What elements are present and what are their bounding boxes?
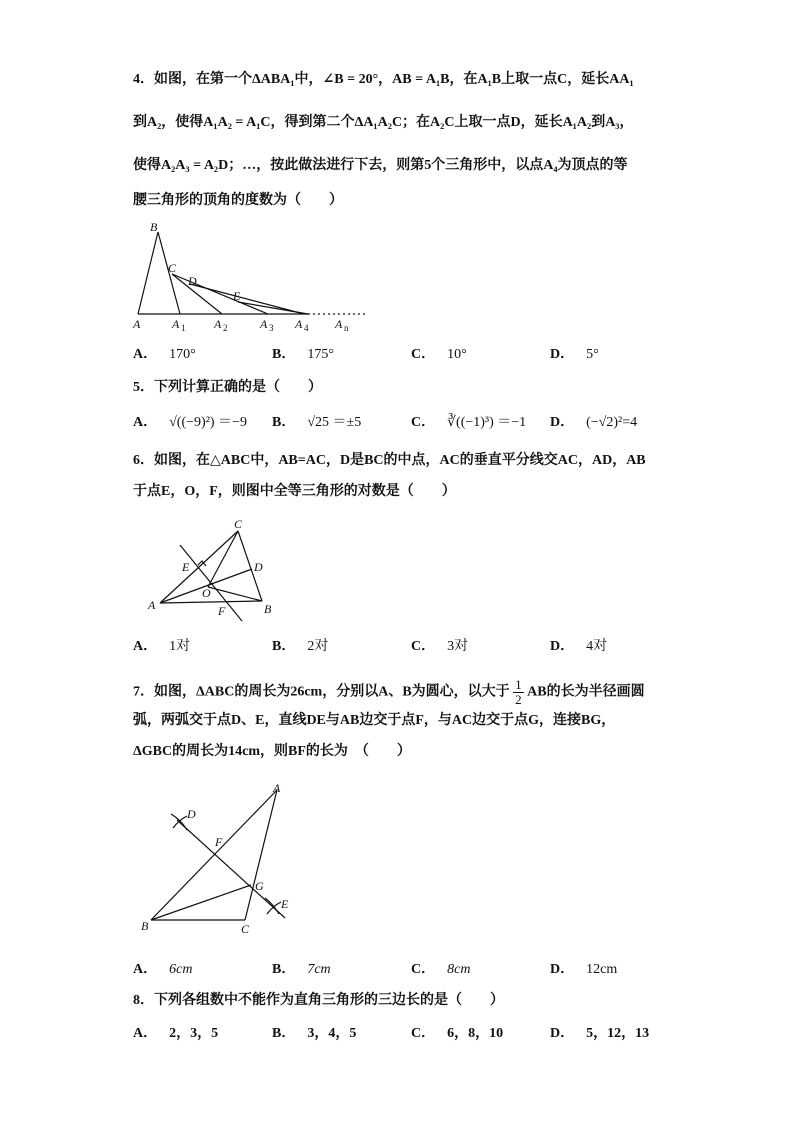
q4-option-c[interactable] [411, 345, 467, 365]
option-value: 12cm [586, 962, 618, 977]
q4-label-An: A [335, 317, 343, 331]
q6-label-B: B [264, 602, 272, 616]
q4-seg-CA3 [172, 274, 268, 314]
q7-text-line1b: AB的长为半径画圆 [527, 684, 645, 700]
q7-text-line3: ΔGBC的周长为14cm，则BF的长为 （ ） [133, 744, 411, 759]
q7-label-B: B [141, 919, 149, 933]
option-label: A． [133, 347, 158, 362]
q4-option-d[interactable] [550, 345, 599, 365]
q4-seg-CA2 [172, 274, 222, 314]
q7-seg-BA [151, 790, 277, 920]
q4-label-D: D [188, 274, 197, 288]
q4-label-A: A [133, 317, 141, 331]
q6-option-b[interactable] [272, 637, 328, 657]
option-value: 3，4，5 [307, 1026, 357, 1041]
option-value: 6cm [169, 962, 193, 977]
q4-label-A2-sub: 2 [223, 323, 228, 333]
option-value: 2对 [307, 639, 329, 654]
q7-label-E: E [281, 897, 289, 911]
q4-option-a[interactable] [133, 345, 196, 365]
q6-option-a[interactable] [133, 637, 190, 657]
option-value: 170° [169, 347, 196, 362]
q4-text-line4: 腰三角形的顶角的度数为（ ） [133, 193, 343, 208]
q7-seg-BG [151, 885, 251, 920]
option-value: 5，12，13 [586, 1026, 650, 1041]
q4-label-E: E [233, 289, 241, 303]
option-value: ∛((−1)³) ＝−1 [447, 415, 527, 430]
option-label: A． [133, 415, 158, 430]
q7-seg-AC [245, 790, 277, 920]
option-label: D． [550, 1026, 575, 1041]
q6-label-O: O [202, 586, 211, 600]
q7-text-line2: 弧，两弧交于点D、E，直线DE与AB边交于点F，与AC边交于点G，连接BG， [133, 713, 616, 728]
q7-label-A: A [273, 781, 281, 795]
option-label: D． [550, 639, 575, 654]
q5-option-a[interactable] [133, 413, 247, 433]
q4-label-A4: A [295, 317, 303, 331]
option-label: B． [272, 1026, 296, 1041]
option-label: A． [133, 1026, 158, 1041]
option-value: (−√2)²=4 [586, 415, 638, 430]
option-label: D． [550, 415, 575, 430]
q5-option-d[interactable] [550, 413, 637, 433]
option-value: 6，8，10 [447, 1026, 504, 1041]
q7-frac-den: 2 [515, 692, 522, 707]
q8-option-c[interactable] [411, 1024, 503, 1044]
q4-label-A1: A [172, 317, 180, 331]
option-label: B． [272, 415, 296, 430]
q7-fraction [513, 678, 524, 707]
q5-option-b[interactable] [272, 413, 361, 433]
option-label: C． [411, 639, 436, 654]
option-label: B． [272, 639, 296, 654]
q6-label-F: F [218, 604, 226, 618]
option-label: C． [411, 415, 436, 430]
q4-label-An-sub: n [344, 323, 349, 333]
option-value: 3对 [447, 639, 469, 654]
q6-seg-CO [208, 531, 238, 587]
option-label: A． [133, 962, 158, 977]
q7-label-F: F [215, 835, 223, 849]
q6-label-A: A [148, 598, 156, 612]
q6-figure [140, 515, 290, 625]
option-value: √25 ＝±5 [307, 415, 362, 430]
q4-label-A4-sub: 4 [304, 323, 309, 333]
option-value: 8cm [447, 962, 471, 977]
q8-option-b[interactable] [272, 1024, 356, 1044]
option-value: 2，3，5 [169, 1026, 219, 1041]
q5-option-c[interactable] [411, 413, 526, 433]
option-value: 5° [586, 347, 599, 362]
q4-text-line3: 使得A₂A₃ = A₂D；…，按此做法进行下去，则第5个三角形中，以点A₄为顶点的等 [133, 158, 628, 173]
q7-label-G: G [255, 879, 264, 893]
option-value: 1对 [169, 639, 191, 654]
q6-text-line2: 于点E，O，F，则图中全等三角形的对数是（ ） [133, 484, 456, 499]
option-label: B． [272, 962, 296, 977]
q7-option-a[interactable] [133, 960, 192, 980]
q7-option-d[interactable] [550, 960, 617, 980]
q6-seg-AB [160, 601, 262, 603]
q4-option-b[interactable] [272, 345, 334, 365]
option-value: 10° [447, 347, 467, 362]
q4-label-B: B [150, 220, 158, 234]
q6-option-d[interactable] [550, 637, 607, 657]
q6-seg-OB [208, 587, 262, 601]
q8-option-d[interactable] [550, 1024, 649, 1044]
q7-frac-num: 1 [515, 677, 522, 692]
q8-option-a[interactable] [133, 1024, 218, 1044]
q6-label-C: C [234, 517, 243, 531]
q6-label-D: D [254, 560, 263, 574]
option-label: A． [133, 639, 158, 654]
q7-label-C: C [241, 922, 250, 936]
q4-label-C: C [168, 261, 177, 275]
option-value: 175° [307, 347, 334, 362]
q6-label-E: E [182, 560, 190, 574]
q6-text-line1: 6．如图，在△ABC中，AB=AC，D是BC的中点，AC的垂直平分线交AC，AD，AB [133, 453, 646, 468]
q4-seg-EA4 [238, 302, 308, 314]
q4-label-A1-sub: 1 [181, 323, 186, 333]
option-label: C． [411, 347, 436, 362]
option-value: 7cm [307, 962, 331, 977]
q4-label-A2: A [214, 317, 222, 331]
q4-label-A3: A [260, 317, 268, 331]
q7-option-c[interactable] [411, 960, 470, 980]
q4-seg-DA4 [190, 284, 304, 314]
option-label: C． [411, 962, 436, 977]
q8-text-line1: 8．下列各组数中不能作为直角三角形的三边长的是（ ） [133, 993, 504, 1008]
q7-label-D: D [187, 807, 196, 821]
option-label: B． [272, 347, 296, 362]
option-label: C． [411, 1026, 436, 1041]
q5-text-line1: 5．下列计算正确的是（ ） [133, 380, 322, 395]
q4-seg-AB [138, 232, 158, 314]
q4-label-A3-sub: 3 [269, 323, 274, 333]
option-label: D． [550, 962, 575, 977]
q6-option-c[interactable] [411, 637, 468, 657]
q7-text-line1 [133, 678, 645, 707]
q4-text-line2: 到A₂，使得A₁A₂ = A₁C，得到第二个ΔA₁A₂C；在A₂C上取一点D，延长A₁A₂到A₃， [133, 115, 634, 130]
q7-option-b[interactable] [272, 960, 331, 980]
option-value: 4对 [586, 639, 608, 654]
q7-text-line1a: 7．如图，ΔABC的周长为26cm，分别以A、B为圆心，以大于 [133, 684, 510, 700]
q4-text-line1: 4．如图，在第一个ΔABA₁中，∠B = 20°，AB = A₁B，在A₁B上取一点C，延长AA₁ [133, 72, 634, 87]
option-value: √((−9)²) ＝−9 [169, 415, 247, 430]
q7-figure [135, 780, 300, 940]
q4-figure [128, 218, 373, 338]
option-label: D． [550, 347, 575, 362]
q7-line-DE [177, 820, 285, 918]
